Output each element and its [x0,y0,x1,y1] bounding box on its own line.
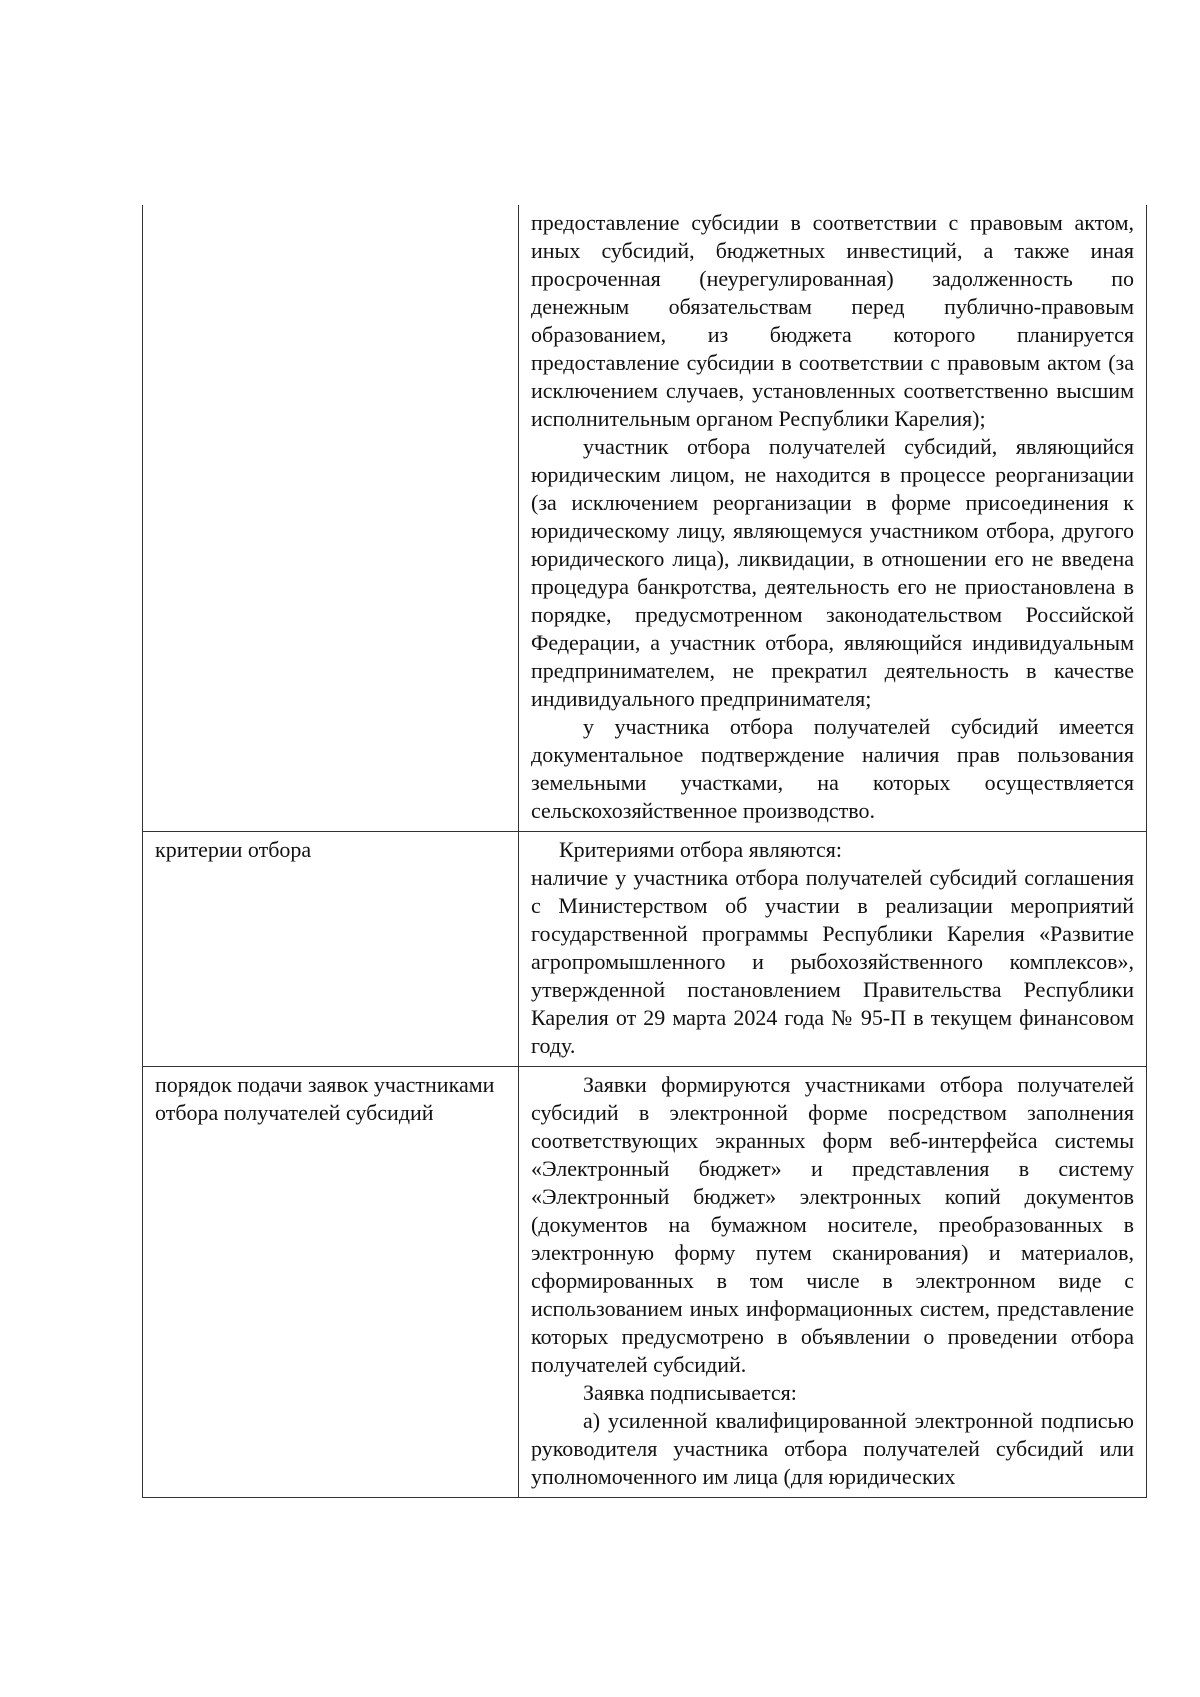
row-label: порядок подачи заявок участниками отбора получателей субсидий [143,1067,519,1498]
paragraph: предоставление субсидии в соответствии с правовым актом, иных субсидий, бюджетных инвестиций, а также иная просроченная (неурегулированная) задолженность по денежным обязательствам перед публично-правовым образованием, из бюджета которого планируется предоставление субсидии в соответствии с правовым актом (за исключением случаев, установленных соответственно высшим исполнительным органом Республики Карелия); [531,210,1134,431]
requirements-table [142,205,1147,1498]
paragraph: Критериями отбора являются: [559,837,843,862]
table-row [143,205,1147,832]
paragraph: Заявка подписывается: [583,1380,797,1405]
paragraph: а) усиленной квалифицированной электронной подписью руководителя участника отбора получателей субсидий или уполномоченного им лица (для юридических [531,1408,1134,1489]
paragraph: наличие у участника отбора получателей субсидий соглашения с Министерством об участии в реализации мероприятий государственной программы Республики Карелия «Развитие агропромышленного и рыбохозяйственного комплексов», утвержденной постановлением Правительства Республики Карелия от 29 марта 2024 года № 95-П в текущем финансовом году. [531,865,1134,1058]
table-row [143,832,1147,1067]
paragraph: у участника отбора получателей субсидий имеется документальное подтверждение наличия прав пользования земельными участками, на которых осуществляется сельскохозяйственное производство. [531,714,1134,823]
table-row [143,1067,1147,1498]
row-content [519,205,1147,832]
row-label: критерии отбора [143,832,519,1067]
row-label [143,205,519,832]
row-content [519,1067,1147,1498]
row-content [519,832,1147,1067]
paragraph: Заявки формируются участниками отбора получателей субсидий в электронной форме посредством заполнения соответствующих экранных форм веб-интерфейса системы «Электронный бюджет» и представления в систему «Электронный бюджет» электронных копий документов (документов на бумажном носителе, преобразованных в электронную форму путем сканирования) и материалов, сформированных в том числе в электронном виде с использованием иных информационных систем, представление которых предусмотрено в объявлении о проведении отбора получателей субсидий. [531,1072,1134,1377]
paragraph: участник отбора получателей субсидий, являющийся юридическим лицом, не находится в процессе реорганизации (за исключением реорганизации в форме присоединения к юридическому лицу, являющемуся участником отбора, другого юридического лица), ликвидации, в отношении его не введена процедура банкротства, деятельность его не приостановлена в порядке, предусмотренном законодательством Российской Федерации, а участник отбора, являющийся индивидуальным предпринимателем, не прекратил деятельность в качестве индивидуального предпринимателя; [531,434,1134,711]
